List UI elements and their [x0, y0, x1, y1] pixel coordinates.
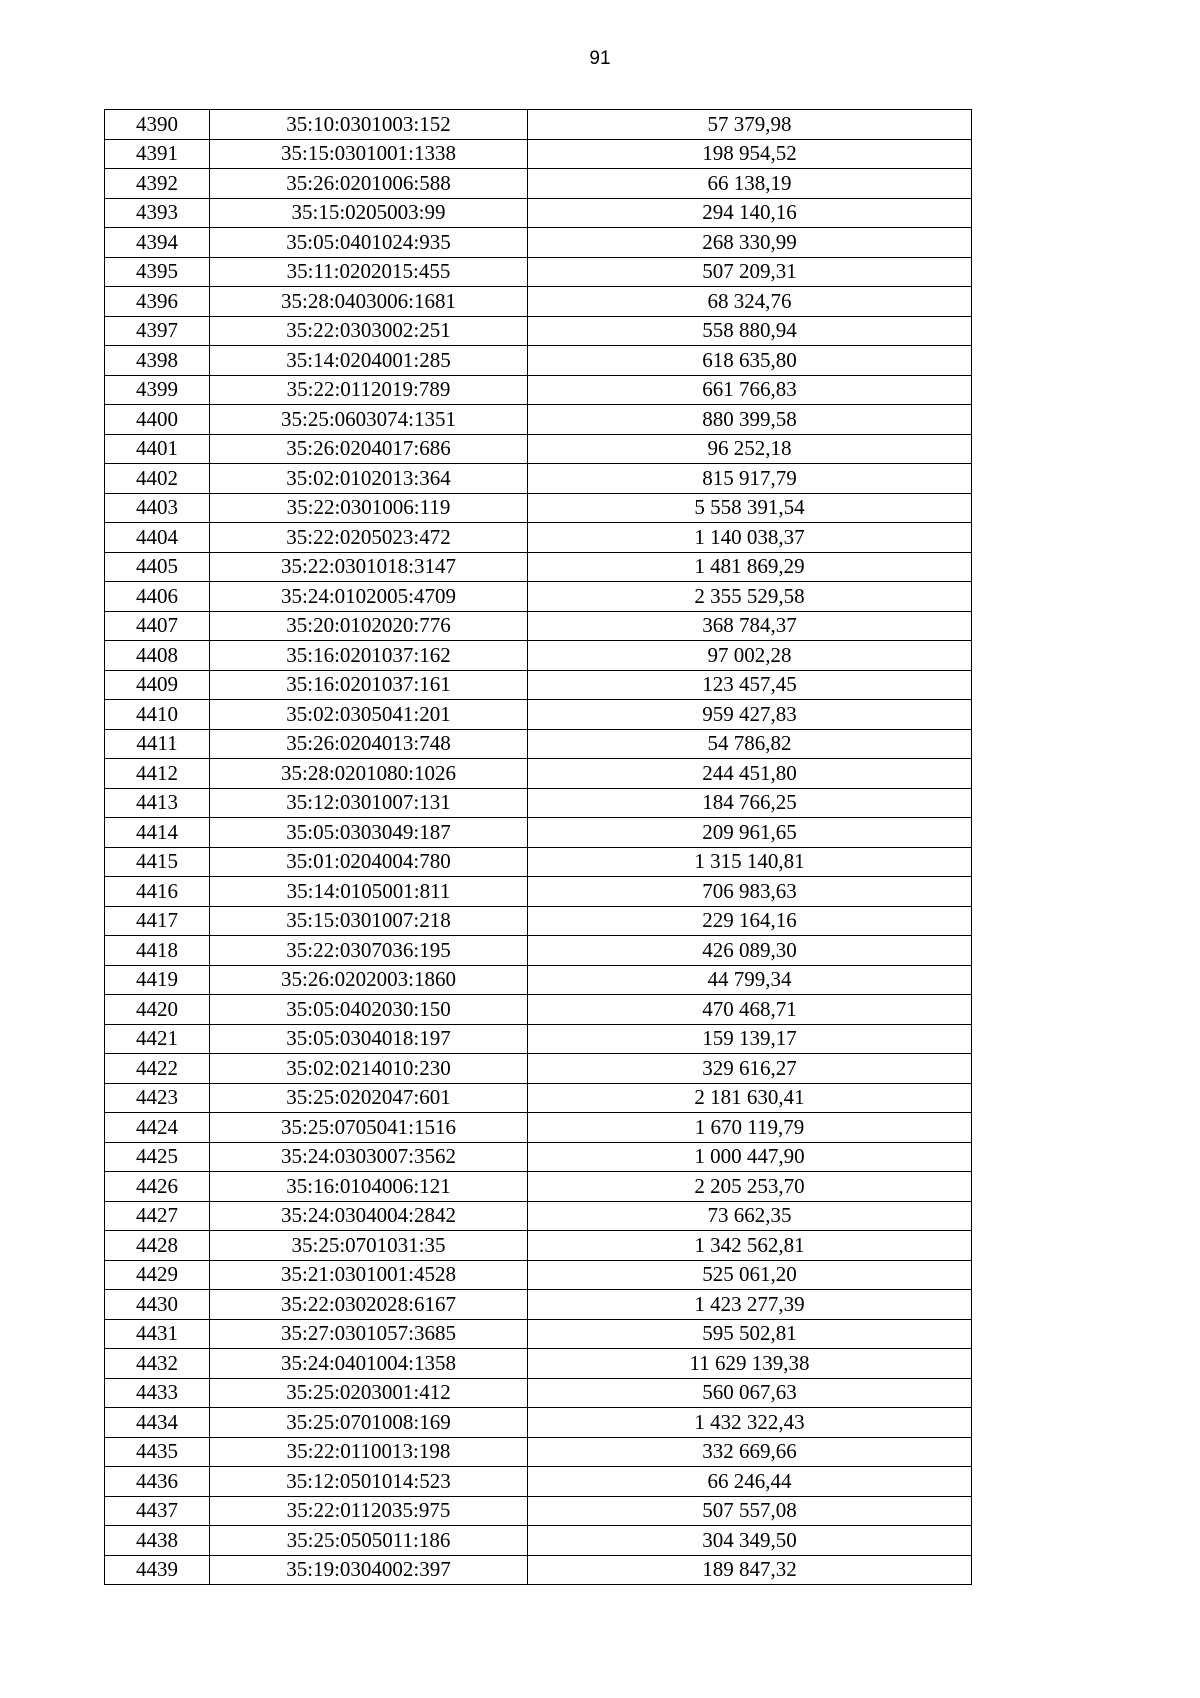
cadastral-value-cell: 229 164,16 — [528, 906, 972, 936]
cadastral-value-cell: 304 349,50 — [528, 1526, 972, 1556]
cadastral-value-cell: 368 784,37 — [528, 611, 972, 641]
table-row — [105, 729, 972, 759]
cadastral-value-cell: 1 342 562,81 — [528, 1231, 972, 1261]
cadastral-number-cell: 35:15:0205003:99 — [210, 198, 528, 228]
cadastral-number-cell: 35:25:0705041:1516 — [210, 1113, 528, 1143]
cadastral-number-cell: 35:15:0301001:1338 — [210, 139, 528, 169]
row-number-cell: 4413 — [105, 788, 210, 818]
row-number-cell: 4414 — [105, 818, 210, 848]
cadastral-number-cell: 35:15:0301007:218 — [210, 906, 528, 936]
cadastral-value-cell: 66 246,44 — [528, 1467, 972, 1497]
cadastral-value-cell: 97 002,28 — [528, 641, 972, 671]
table-row — [105, 936, 972, 966]
row-number-cell: 4395 — [105, 257, 210, 287]
row-number-cell: 4418 — [105, 936, 210, 966]
cadastral-number-cell: 35:28:0201080:1026 — [210, 759, 528, 789]
row-number-cell: 4412 — [105, 759, 210, 789]
cadastral-number-cell: 35:22:0302028:6167 — [210, 1290, 528, 1320]
cadastral-number-cell: 35:24:0102005:4709 — [210, 582, 528, 612]
row-number-cell: 4435 — [105, 1437, 210, 1467]
table-row — [105, 287, 972, 317]
row-number-cell: 4427 — [105, 1201, 210, 1231]
cadastral-value-cell: 706 983,63 — [528, 877, 972, 907]
table-row — [105, 1349, 972, 1379]
table-row — [105, 1319, 972, 1349]
row-number-cell: 4421 — [105, 1024, 210, 1054]
table-row — [105, 405, 972, 435]
table-row — [105, 670, 972, 700]
row-number-cell: 4396 — [105, 287, 210, 317]
cadastral-number-cell: 35:14:0204001:285 — [210, 346, 528, 376]
table-row — [105, 700, 972, 730]
row-number-cell: 4425 — [105, 1142, 210, 1172]
cadastral-value-cell: 525 061,20 — [528, 1260, 972, 1290]
cadastral-number-cell: 35:26:0202003:1860 — [210, 965, 528, 995]
cadastral-number-cell: 35:22:0303002:251 — [210, 316, 528, 346]
cadastral-value-cell: 507 209,31 — [528, 257, 972, 287]
cadastral-value-cell: 123 457,45 — [528, 670, 972, 700]
row-number-cell: 4417 — [105, 906, 210, 936]
cadastral-value-cell: 268 330,99 — [528, 228, 972, 258]
cadastral-number-cell: 35:25:0505011:186 — [210, 1526, 528, 1556]
table-row — [105, 1113, 972, 1143]
cadastral-number-cell: 35:14:0105001:811 — [210, 877, 528, 907]
row-number-cell: 4401 — [105, 434, 210, 464]
cadastral-value-cell: 96 252,18 — [528, 434, 972, 464]
cadastral-number-cell: 35:05:0402030:150 — [210, 995, 528, 1025]
cadastral-number-cell: 35:25:0701031:35 — [210, 1231, 528, 1261]
cadastral-number-cell: 35:26:0201006:588 — [210, 169, 528, 199]
cadastral-number-cell: 35:20:0102020:776 — [210, 611, 528, 641]
table-row — [105, 611, 972, 641]
row-number-cell: 4390 — [105, 110, 210, 140]
cadastral-value-cell: 332 669,66 — [528, 1437, 972, 1467]
row-number-cell: 4429 — [105, 1260, 210, 1290]
row-number-cell: 4439 — [105, 1555, 210, 1585]
table-row — [105, 257, 972, 287]
row-number-cell: 4431 — [105, 1319, 210, 1349]
cadastral-value-cell: 1 423 277,39 — [528, 1290, 972, 1320]
cadastral-value-cell: 959 427,83 — [528, 700, 972, 730]
cadastral-value-cell: 1 670 119,79 — [528, 1113, 972, 1143]
table-row — [105, 818, 972, 848]
cadastral-number-cell: 35:26:0204017:686 — [210, 434, 528, 464]
cadastral-value-cell: 470 468,71 — [528, 995, 972, 1025]
table-row — [105, 847, 972, 877]
cadastral-value-cell: 159 139,17 — [528, 1024, 972, 1054]
row-number-cell: 4433 — [105, 1378, 210, 1408]
cadastral-number-cell: 35:24:0303007:3562 — [210, 1142, 528, 1172]
cadastral-value-cell: 294 140,16 — [528, 198, 972, 228]
table-row — [105, 1437, 972, 1467]
table-row — [105, 788, 972, 818]
row-number-cell: 4399 — [105, 375, 210, 405]
row-number-cell: 4436 — [105, 1467, 210, 1497]
row-number-cell: 4437 — [105, 1496, 210, 1526]
cadastral-number-cell: 35:22:0112019:789 — [210, 375, 528, 405]
table-row — [105, 1496, 972, 1526]
cadastral-value-cell: 558 880,94 — [528, 316, 972, 346]
table-row — [105, 995, 972, 1025]
cadastral-number-cell: 35:22:0110013:198 — [210, 1437, 528, 1467]
row-number-cell: 4405 — [105, 552, 210, 582]
cadastral-value-cell: 329 616,27 — [528, 1054, 972, 1084]
cadastral-value-cell: 189 847,32 — [528, 1555, 972, 1585]
cadastral-number-cell: 35:02:0214010:230 — [210, 1054, 528, 1084]
table-row — [105, 1526, 972, 1556]
table-row — [105, 1142, 972, 1172]
cadastral-value-cell: 426 089,30 — [528, 936, 972, 966]
table-row — [105, 316, 972, 346]
cadastral-value-cell: 1 000 447,90 — [528, 1142, 972, 1172]
table-row — [105, 228, 972, 258]
row-number-cell: 4392 — [105, 169, 210, 199]
cadastral-value-cell: 44 799,34 — [528, 965, 972, 995]
table-row — [105, 464, 972, 494]
cadastral-value-cell: 244 451,80 — [528, 759, 972, 789]
table-row — [105, 1231, 972, 1261]
table-row — [105, 582, 972, 612]
table-row — [105, 169, 972, 199]
table-row — [105, 552, 972, 582]
table-row — [105, 1083, 972, 1113]
cadastral-number-cell: 35:24:0401004:1358 — [210, 1349, 528, 1379]
cadastral-value-cell: 73 662,35 — [528, 1201, 972, 1231]
cadastral-value-cell: 1 481 869,29 — [528, 552, 972, 582]
cadastral-number-cell: 35:16:0201037:162 — [210, 641, 528, 671]
table-row — [105, 1378, 972, 1408]
table-row — [105, 1260, 972, 1290]
table-row — [105, 1172, 972, 1202]
row-number-cell: 4397 — [105, 316, 210, 346]
cadastral-number-cell: 35:25:0203001:412 — [210, 1378, 528, 1408]
cadastral-number-cell: 35:22:0301018:3147 — [210, 552, 528, 582]
cadastral-number-cell: 35:12:0301007:131 — [210, 788, 528, 818]
table-row — [105, 641, 972, 671]
cadastral-value-cell: 1 140 038,37 — [528, 523, 972, 553]
cadastral-value-cell: 54 786,82 — [528, 729, 972, 759]
row-number-cell: 4428 — [105, 1231, 210, 1261]
row-number-cell: 4407 — [105, 611, 210, 641]
table-row — [105, 1467, 972, 1497]
cadastral-number-cell: 35:10:0301003:152 — [210, 110, 528, 140]
row-number-cell: 4422 — [105, 1054, 210, 1084]
table-row — [105, 375, 972, 405]
row-number-cell: 4434 — [105, 1408, 210, 1438]
cadastral-number-cell: 35:24:0304004:2842 — [210, 1201, 528, 1231]
table-row — [105, 346, 972, 376]
table-row — [105, 965, 972, 995]
row-number-cell: 4402 — [105, 464, 210, 494]
cadastral-number-cell: 35:22:0205023:472 — [210, 523, 528, 553]
cadastral-value-cell: 507 557,08 — [528, 1496, 972, 1526]
cadastral-number-cell: 35:05:0304018:197 — [210, 1024, 528, 1054]
cadastral-number-cell: 35:28:0403006:1681 — [210, 287, 528, 317]
row-number-cell: 4408 — [105, 641, 210, 671]
cadastral-value-cell: 815 917,79 — [528, 464, 972, 494]
table-row — [105, 139, 972, 169]
cadastral-value-cell: 1 315 140,81 — [528, 847, 972, 877]
row-number-cell: 4438 — [105, 1526, 210, 1556]
row-number-cell: 4420 — [105, 995, 210, 1025]
row-number-cell: 4409 — [105, 670, 210, 700]
table-row — [105, 1201, 972, 1231]
table-body — [105, 110, 972, 1585]
cadastral-number-cell: 35:25:0202047:601 — [210, 1083, 528, 1113]
cadastral-number-cell: 35:16:0201037:161 — [210, 670, 528, 700]
row-number-cell: 4410 — [105, 700, 210, 730]
row-number-cell: 4426 — [105, 1172, 210, 1202]
cadastral-number-cell: 35:25:0701008:169 — [210, 1408, 528, 1438]
row-number-cell: 4394 — [105, 228, 210, 258]
cadastral-value-cell: 68 324,76 — [528, 287, 972, 317]
row-number-cell: 4398 — [105, 346, 210, 376]
cadastral-number-cell: 35:22:0301006:119 — [210, 493, 528, 523]
row-number-cell: 4424 — [105, 1113, 210, 1143]
row-number-cell: 4404 — [105, 523, 210, 553]
cadastral-value-cell: 2 181 630,41 — [528, 1083, 972, 1113]
cadastral-value-cell: 184 766,25 — [528, 788, 972, 818]
table-row — [105, 434, 972, 464]
row-number-cell: 4391 — [105, 139, 210, 169]
table-row — [105, 1024, 972, 1054]
page-number: 91 — [589, 48, 611, 69]
cadastral-value-cell: 66 138,19 — [528, 169, 972, 199]
cadastral-value-table — [104, 109, 972, 1585]
cadastral-number-cell: 35:05:0401024:935 — [210, 228, 528, 258]
cadastral-value-cell: 2 205 253,70 — [528, 1172, 972, 1202]
cadastral-number-cell: 35:02:0305041:201 — [210, 700, 528, 730]
cadastral-number-cell: 35:22:0307036:195 — [210, 936, 528, 966]
cadastral-number-cell: 35:21:0301001:4528 — [210, 1260, 528, 1290]
cadastral-number-cell: 35:25:0603074:1351 — [210, 405, 528, 435]
table-row — [105, 1408, 972, 1438]
table-row — [105, 906, 972, 936]
row-number-cell: 4423 — [105, 1083, 210, 1113]
cadastral-value-cell: 880 399,58 — [528, 405, 972, 435]
row-number-cell: 4400 — [105, 405, 210, 435]
row-number-cell: 4406 — [105, 582, 210, 612]
cadastral-value-cell: 209 961,65 — [528, 818, 972, 848]
cadastral-value-cell: 5 558 391,54 — [528, 493, 972, 523]
cadastral-value-cell: 560 067,63 — [528, 1378, 972, 1408]
row-number-cell: 4419 — [105, 965, 210, 995]
table-row — [105, 523, 972, 553]
row-number-cell: 4430 — [105, 1290, 210, 1320]
row-number-cell: 4403 — [105, 493, 210, 523]
cadastral-number-cell: 35:11:0202015:455 — [210, 257, 528, 287]
cadastral-value-cell: 595 502,81 — [528, 1319, 972, 1349]
table-row — [105, 1555, 972, 1585]
cadastral-number-cell: 35:01:0204004:780 — [210, 847, 528, 877]
row-number-cell: 4393 — [105, 198, 210, 228]
table-row — [105, 759, 972, 789]
cadastral-value-cell: 11 629 139,38 — [528, 1349, 972, 1379]
cadastral-number-cell: 35:12:0501014:523 — [210, 1467, 528, 1497]
row-number-cell: 4415 — [105, 847, 210, 877]
row-number-cell: 4432 — [105, 1349, 210, 1379]
table-row — [105, 877, 972, 907]
cadastral-value-cell: 1 432 322,43 — [528, 1408, 972, 1438]
cadastral-number-cell: 35:22:0112035:975 — [210, 1496, 528, 1526]
row-number-cell: 4416 — [105, 877, 210, 907]
cadastral-value-cell: 57 379,98 — [528, 110, 972, 140]
table-row — [105, 493, 972, 523]
cadastral-number-cell: 35:26:0204013:748 — [210, 729, 528, 759]
cadastral-number-cell: 35:16:0104006:121 — [210, 1172, 528, 1202]
cadastral-number-cell: 35:02:0102013:364 — [210, 464, 528, 494]
cadastral-number-cell: 35:19:0304002:397 — [210, 1555, 528, 1585]
cadastral-value-cell: 2 355 529,58 — [528, 582, 972, 612]
cadastral-value-cell: 198 954,52 — [528, 139, 972, 169]
table-row — [105, 1054, 972, 1084]
table-row — [105, 1290, 972, 1320]
cadastral-number-cell: 35:27:0301057:3685 — [210, 1319, 528, 1349]
table-row — [105, 198, 972, 228]
cadastral-number-cell: 35:05:0303049:187 — [210, 818, 528, 848]
cadastral-value-cell: 661 766,83 — [528, 375, 972, 405]
table-row — [105, 110, 972, 140]
row-number-cell: 4411 — [105, 729, 210, 759]
cadastral-value-cell: 618 635,80 — [528, 346, 972, 376]
